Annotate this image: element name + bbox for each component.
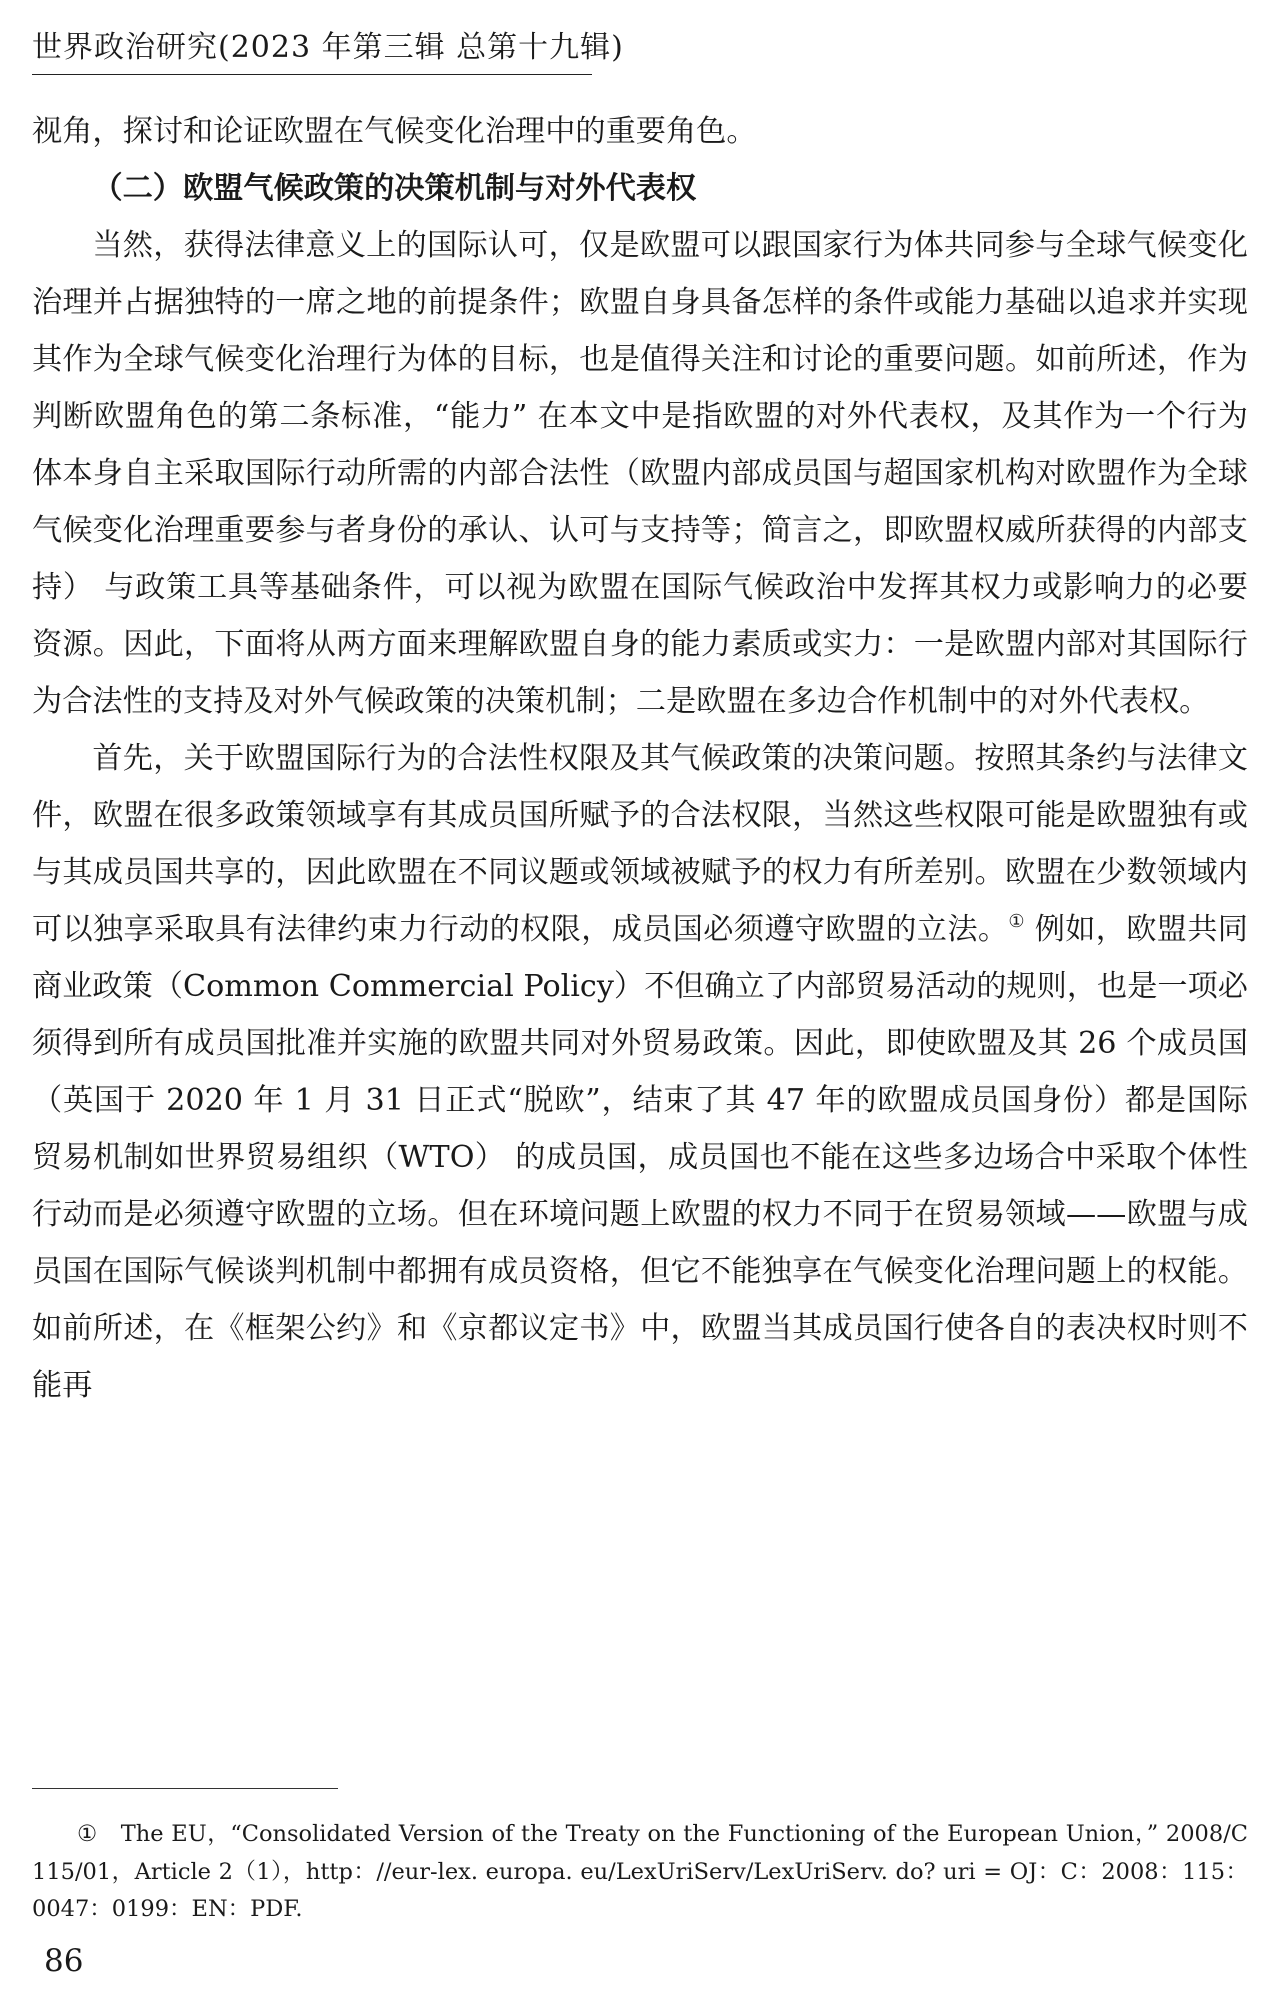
footnotes — [32, 1816, 1248, 1929]
page-number: 86 — [44, 1943, 84, 1979]
paragraph — [32, 730, 1248, 1414]
paragraph-text: 例如，欧盟共同商业政策（Common Commercial Policy）不但确立了内部贸易活动的规则，也是一项必须得到所有成员国批准并实施的欧盟共同对外贸易政策。因此，即使欧盟及其 26 个成员国（英国于 2020 年 1 月 31 日正式“脱欧”，结束了其 47 年的欧盟成员国身份）都是国际贸易机制如世界贸易组织（WTO） 的成员国，成员国也不能在这些多边场合中采取个体性行动而是必须遵守欧盟的立场。但在环境问题上欧盟的权力不同于在贸易领域——欧盟与成员国在国际气候谈判机制中都拥有成员资格，但它不能独享在气候变化治理问题上的权能。如前所述，在《框架公约》和《京都议定书》中，欧盟当其成员国行使各自的表决权时则不能再 — [32, 912, 1248, 1403]
footnote-item: ① The EU，“Consolidated Version of the Treaty on the Functioning of the European Union，” 2008/C 115/01，Article 2（1），http：//eur-lex. europa. eu/LexUriServ/LexUriServ. do? uri = OJ：C：2008：115：0047：0199：EN：PDF. — [32, 1821, 1248, 1922]
running-header-title: 世界政治研究(2023 年第三辑 总第十九辑) — [32, 30, 624, 65]
footnote-rule — [32, 1788, 338, 1789]
paragraph-text: 首先，关于欧盟国际行为的合法性权限及其气候政策的决策问题。按照其条约与法律文件，欧盟在很多政策领域享有其成员国所赋予的合法权限，当然这些权限可能是欧盟独有或与其成员国共享的，因此欧盟在不同议题或领域被赋予的权力有所差别。欧盟在少数领域内可以独享采取具有法律约束力行动的权限，成员国必须遵守欧盟的立法。 — [32, 741, 1248, 947]
section-heading: （二）欧盟气候政策的决策机制与对外代表权 — [92, 171, 697, 206]
footnote-reference[interactable]: ① — [1008, 911, 1025, 932]
header-rule — [32, 74, 592, 75]
paragraph: 当然，获得法律意义上的国际认可，仅是欧盟可以跟国家行为体共同参与全球气候变化治理并占据独特的一席之地的前提条件；欧盟自身具备怎样的条件或能力基础以追求并实现其作为全球气候变化治理行为体的目标，也是值得关注和讨论的重要问题。如前所述，作为判断欧盟角色的第二条标准，“能力” 在本文中是指欧盟的对外代表权，及其作为一个行为体本身自主采取国际行动所需的内部合法性（欧盟内部成员国与超国家机构对欧盟作为全球气候变化治理重要参与者身份的承认、认可与支持等；简言之，即欧盟权威所获得的内部支持） 与政策工具等基础条件，可以视为欧盟在国际气候政治中发挥其权力或影响力的必要资源。因此，下面将从两方面来理解欧盟自身的能力素质或实力：一是欧盟内部对其国际行为合法性的支持及对外气候政策的决策机制；二是欧盟在多边合作机制中的对外代表权。 — [32, 228, 1248, 719]
paragraph-continuation: 视角，探讨和论证欧盟在气候变化治理中的重要角色。 — [32, 114, 757, 149]
main-text — [32, 103, 1248, 1414]
